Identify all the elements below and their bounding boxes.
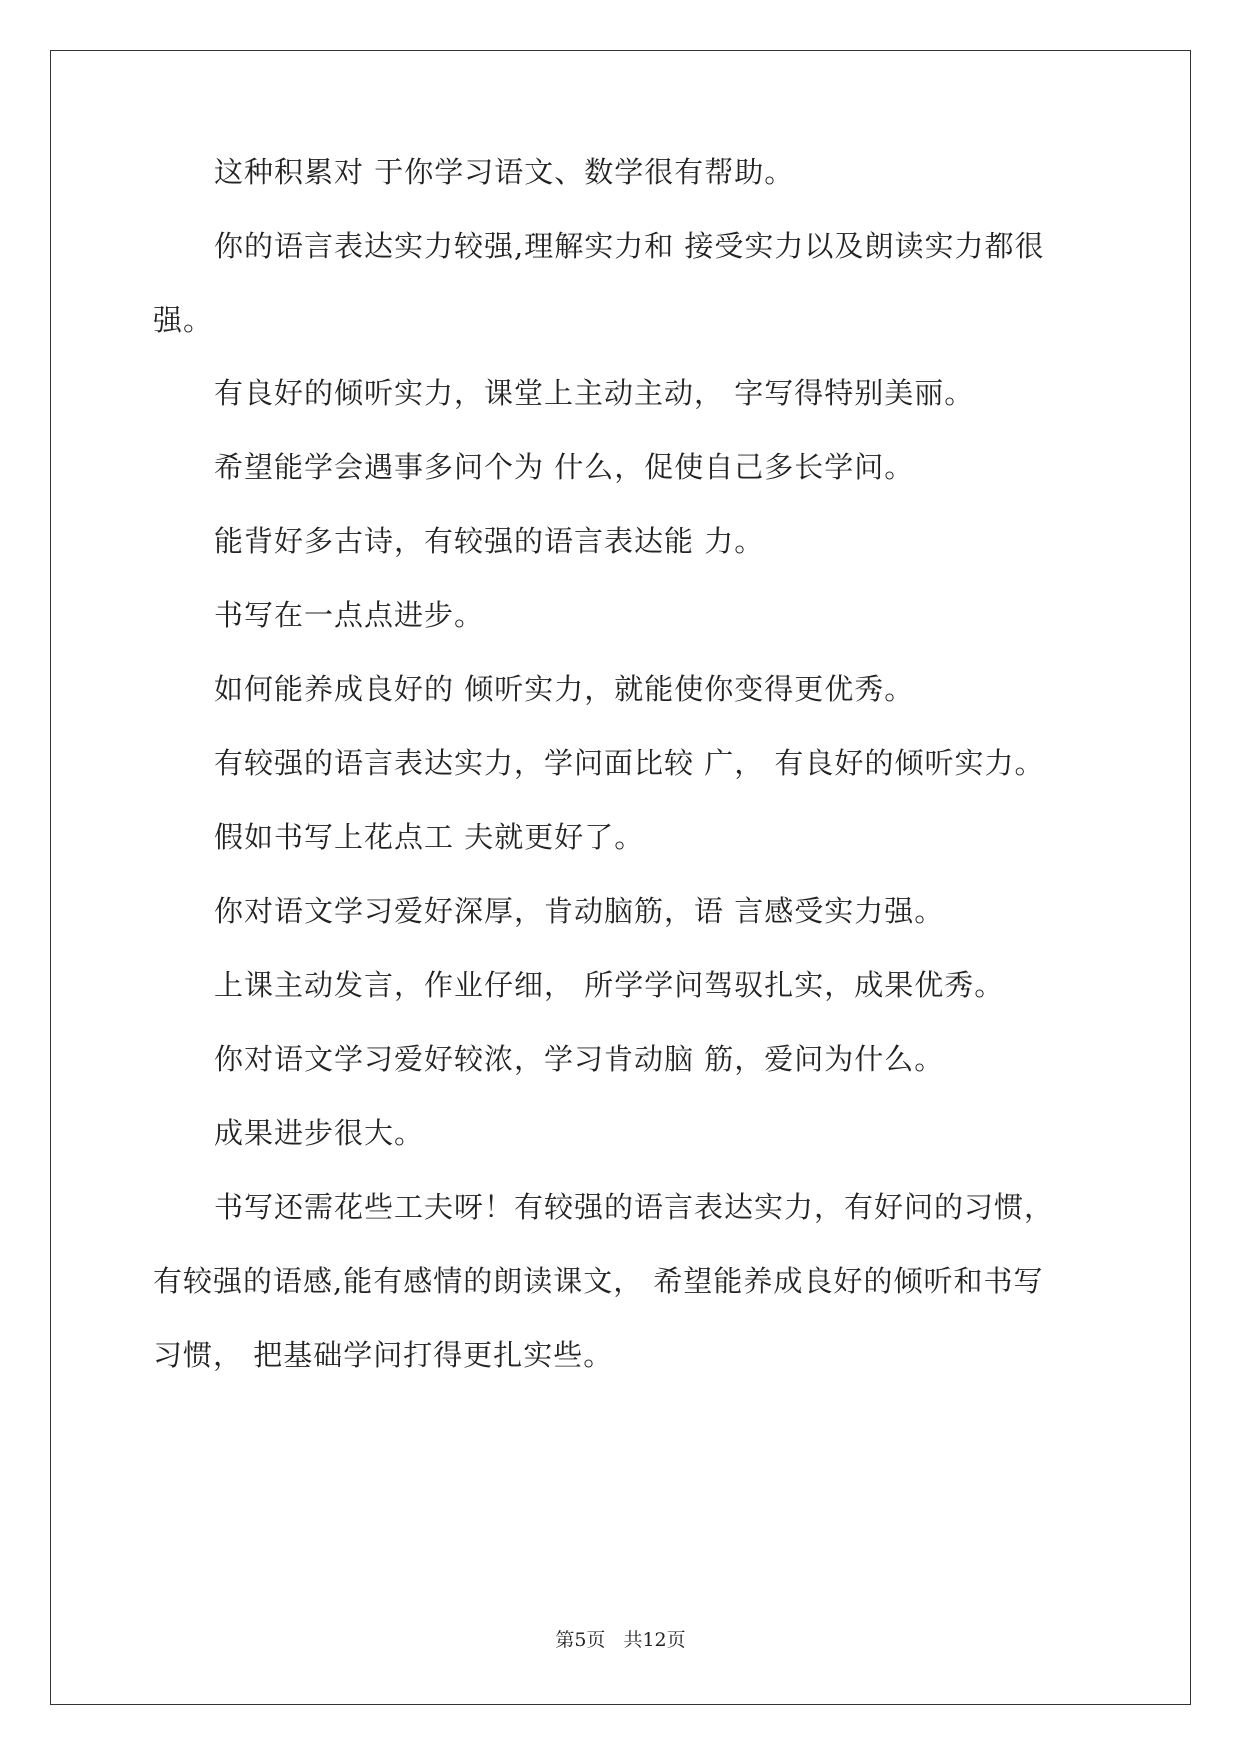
paragraph-6 xyxy=(153,600,1093,630)
paragraph-14-line-1: 书写还需花些工夫呀！有较强的语言表达实力，有好问的习惯， xyxy=(214,1190,1055,1224)
paragraph-6-line-1: 书写在一点点进步。 xyxy=(214,598,485,632)
page-total: 共12页 xyxy=(623,1629,686,1651)
page-border xyxy=(50,50,1191,1705)
paragraph-2-line-1: 你的语言表达实力较强,理解实力和 接受实力以及朗读实力都很 xyxy=(214,229,1045,263)
paragraph-3-line-1: 有良好的倾听实力，课堂上主动主动， 字写得特别美丽。 xyxy=(214,376,975,410)
paragraph-11 xyxy=(153,970,1093,1000)
paragraph-12 xyxy=(153,1044,1093,1074)
paragraph-9-line-1: 假如书写上花点工 夫就更好了。 xyxy=(214,820,645,854)
paragraph-4-line-1: 希望能学会遇事多问个为 什么，促使自己多长学问。 xyxy=(214,450,915,484)
paragraph-7-line-1: 如何能养成良好的 倾听实力，就能使你变得更优秀。 xyxy=(214,672,915,706)
page-number: 第5页 xyxy=(555,1629,606,1651)
paragraph-14-continued xyxy=(153,1266,1093,1296)
paragraph-13-line-1: 成果进步很大。 xyxy=(214,1116,425,1150)
paragraph-9 xyxy=(153,822,1093,852)
paragraph-1 xyxy=(153,157,1093,187)
paragraph-7 xyxy=(153,674,1093,704)
page-footer xyxy=(0,1630,1241,1650)
paragraph-8-line-1: 有较强的语言表达实力，学问面比较 广， 有良好的倾听实力。 xyxy=(214,746,1045,780)
paragraph-10-line-1: 你对语文学习爱好深厚，肯动脑筋，语 言感受实力强。 xyxy=(214,894,945,928)
paragraph-11-line-1: 上课主动发言，作业仔细， 所学学问驾驭扎实，成果优秀。 xyxy=(214,968,1005,1002)
paragraph-5-line-1: 能背好多古诗，有较强的语言表达能 力。 xyxy=(214,524,765,558)
paragraph-4 xyxy=(153,452,1093,482)
paragraph-8 xyxy=(153,748,1093,778)
paragraph-10 xyxy=(153,896,1093,926)
paragraph-2 xyxy=(153,231,1093,261)
paragraph-3 xyxy=(153,378,1093,408)
paragraph-1-line-1: 这种积累对 于你学习语文、数学很有帮助。 xyxy=(214,155,795,189)
paragraph-5 xyxy=(153,526,1093,556)
paragraph-14-line-2: 有较强的语感,能有感情的朗读课文， 希望能养成良好的倾听和书写 xyxy=(153,1264,1044,1298)
paragraph-12-line-1: 你对语文学习爱好较浓，学习肯动脑 筋，爱问为什么。 xyxy=(214,1042,945,1076)
paragraph-14 xyxy=(153,1192,1093,1222)
paragraph-14-continued-2 xyxy=(153,1340,1093,1370)
paragraph-2-line-2: 强。 xyxy=(153,303,214,337)
paragraph-13 xyxy=(153,1118,1093,1148)
paragraph-14-line-3: 习惯， 把基础学问打得更扎实些。 xyxy=(153,1338,614,1372)
paragraph-2-continued xyxy=(153,305,1093,335)
